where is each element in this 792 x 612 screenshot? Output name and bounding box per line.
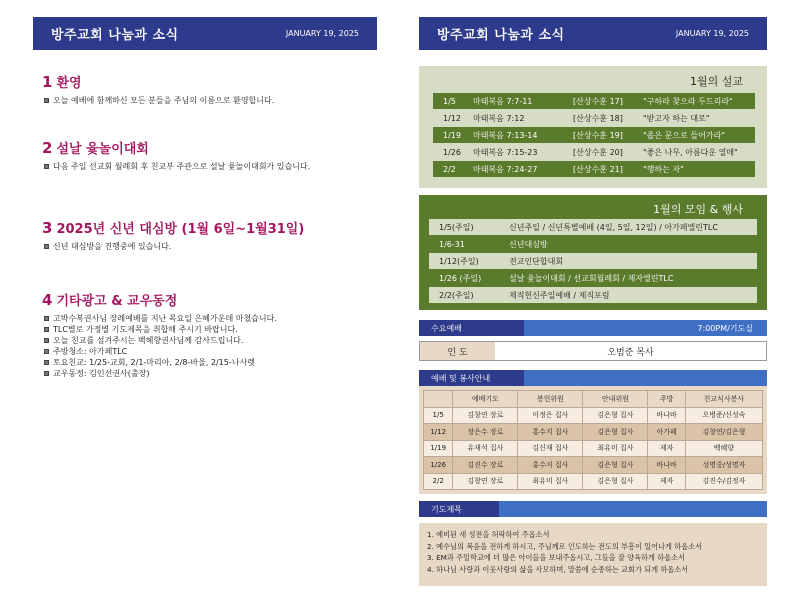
event-row: 2/2(주일) 제직헌신주일예배 / 제직포럼 [429, 287, 757, 303]
section-yut-contest [42, 138, 382, 172]
bullet-square-icon [44, 98, 49, 103]
right-header-title: 방주교회 나눔과 소식 [437, 28, 565, 43]
prayer-panel [419, 523, 767, 586]
sermon-row: 1/19 마태복음 7:13-14 [산상수훈 19] "좁은 문으로 들어가라" [433, 127, 755, 143]
bullet-item: TLC별로 가정별 기도제목을 취합해 주시기 바랍니다. [42, 324, 382, 335]
prayer-bar [419, 501, 767, 517]
left-header-title: 방주교회 나눔과 소식 [51, 28, 179, 43]
section-announcements [42, 290, 382, 379]
bullet-square-icon [44, 244, 49, 249]
events-title: 1월의 모임 & 행사 [653, 203, 743, 216]
left-header [33, 17, 377, 50]
bullet-square-icon [44, 360, 49, 365]
table-row: 1/26 김진수 장로 홍수지 집사 김은형 집사 바나바 성명중/성명자 [424, 457, 763, 474]
sermon-title: 1월의 설교 [690, 75, 743, 88]
bullet-square-icon [44, 316, 49, 321]
section-title: 설날 윷놀이대회 [56, 142, 149, 157]
bullet-item: 다음 주일 선교회 월례회 후 친교부 주관으로 설날 윷놀이대회가 있습니다. [42, 161, 382, 172]
event-row: 1/26 (주일) 설날 윷놀이대회 / 선교회월례회 / 제자엘린TLC [429, 270, 757, 286]
table-row: 1/19 유재석 집사 김신재 집사 최유미 집사 제자 백혜향 [424, 440, 763, 457]
bullet-item: 신년 대심방을 진행중에 있습니다. [42, 241, 382, 252]
prayer-item: 1. 예비된 새 성전을 허락하여 주옵소서 [427, 530, 550, 539]
sermon-row: 1/5 마태복음 7:7-11 [산상수훈 17] "구하라 찾으라 두드리라" [433, 93, 755, 109]
leader-value: 오범준 목사 [607, 347, 654, 358]
events-panel [419, 195, 767, 310]
bullet-item: 오늘 친교를 섬겨주시는 백혜향권사님께 감사드립니다. [42, 335, 382, 346]
sermon-row: 1/12 마태복음 7:12 [산상수훈 18] "받고자 하는 대로" [433, 110, 755, 126]
table-row: 1/5 김창연 장로 이정은 집사 김은형 집사 바나바 오병준/신성숙 [424, 407, 763, 424]
bullet-square-icon [44, 164, 49, 169]
left-header-date: JANUARY 19, 2025 [285, 29, 359, 38]
section-title: 기타광고 & 교우동정 [56, 294, 178, 309]
section-number: 1 [42, 73, 53, 91]
wednesday-bar [419, 320, 767, 336]
section-visitation [42, 218, 382, 252]
section-number: 4 [42, 291, 53, 309]
bullet-square-icon [44, 371, 49, 376]
section-number: 2 [42, 139, 53, 157]
event-row: 1/5(주일) 신년주일 / 신년특별예배 (4일, 5일, 12일) / 아가페엘린TLC [429, 219, 757, 235]
leader-key: 인 도 [420, 342, 495, 360]
prayer-label: 기도제목 [419, 501, 499, 517]
service-bar [419, 370, 767, 386]
prayer-item: 2. 예수님의 복음을 전하게 하시고, 주님께로 인도하는 전도의 부흥이 일어나게 하옵소서 [427, 541, 703, 551]
service-table-panel [419, 386, 767, 494]
sermon-panel [419, 66, 767, 188]
wednesday-time: 7:00PM/기도실 [524, 320, 767, 336]
service-table [423, 390, 763, 490]
wednesday-leader [419, 341, 767, 361]
bullet-square-icon [44, 349, 49, 354]
prayer-item: 4. 하나님 사랑과 이웃사랑의 삶을 사모하며, 말씀에 순종하는 교회가 되게 하옵소서 [427, 564, 689, 574]
table-header-row: 예배기도 봉헌위원 안내위원 주방 친교식사봉사 [424, 391, 763, 408]
bullet-square-icon [44, 338, 49, 343]
right-header-date: JANUARY 19, 2025 [675, 29, 749, 38]
right-page [396, 0, 792, 612]
event-row: 1/12(주일) 전교인단합대회 [429, 253, 757, 269]
section-number: 3 [42, 219, 53, 237]
section-title: 2025년 신년 대심방 (1월 6일~1월31일) [56, 222, 305, 237]
wednesday-label: 수요예배 [419, 320, 524, 336]
bullet-item: 토요친교: 1/25-교회, 2/1-마리아, 2/8-바울, 2/15-나사렛 [42, 357, 382, 368]
bullet-square-icon [44, 327, 49, 332]
table-row: 1/12 장은수 장로 홍수지 집사 김은형 집사 아가페 김창연/김은형 [424, 424, 763, 441]
section-welcome [42, 72, 382, 106]
table-row: 2/2 김창연 장로 최유미 집사 김은형 집사 제자 김진수/김정자 [424, 473, 763, 490]
sermon-row: 1/26 마태복음 7:15-23 [산상수훈 20] "좋은 나무, 아름다운 열매" [433, 144, 755, 160]
bullet-item: 교우동정: 김인선권사(출장) [42, 368, 382, 379]
bullet-item: 고박수복권사님 장례예배를 지난 목요일 은혜가운데 마쳤습니다. [42, 313, 382, 324]
sermon-row: 2/2 마태복음 7:24-27 [산상수훈 21] "행하는 자" [433, 161, 755, 177]
right-header [419, 17, 767, 50]
prayer-item: 3. EM과 주일학교에 더 많은 아이들을 보내주옵시고, 그들을 잘 양육하게 하옵소서 [427, 553, 685, 562]
bullet-item: 주방청소: 아가페TLC [42, 346, 382, 357]
section-title: 환영 [56, 76, 82, 91]
service-label: 예배 및 봉사안내 [419, 370, 524, 386]
bullet-item: 오늘 예배에 함께하신 모든 분들을 주님의 이름으로 환영합니다. [42, 95, 382, 106]
event-row: 1/6-31 신년대심방 [429, 236, 757, 252]
